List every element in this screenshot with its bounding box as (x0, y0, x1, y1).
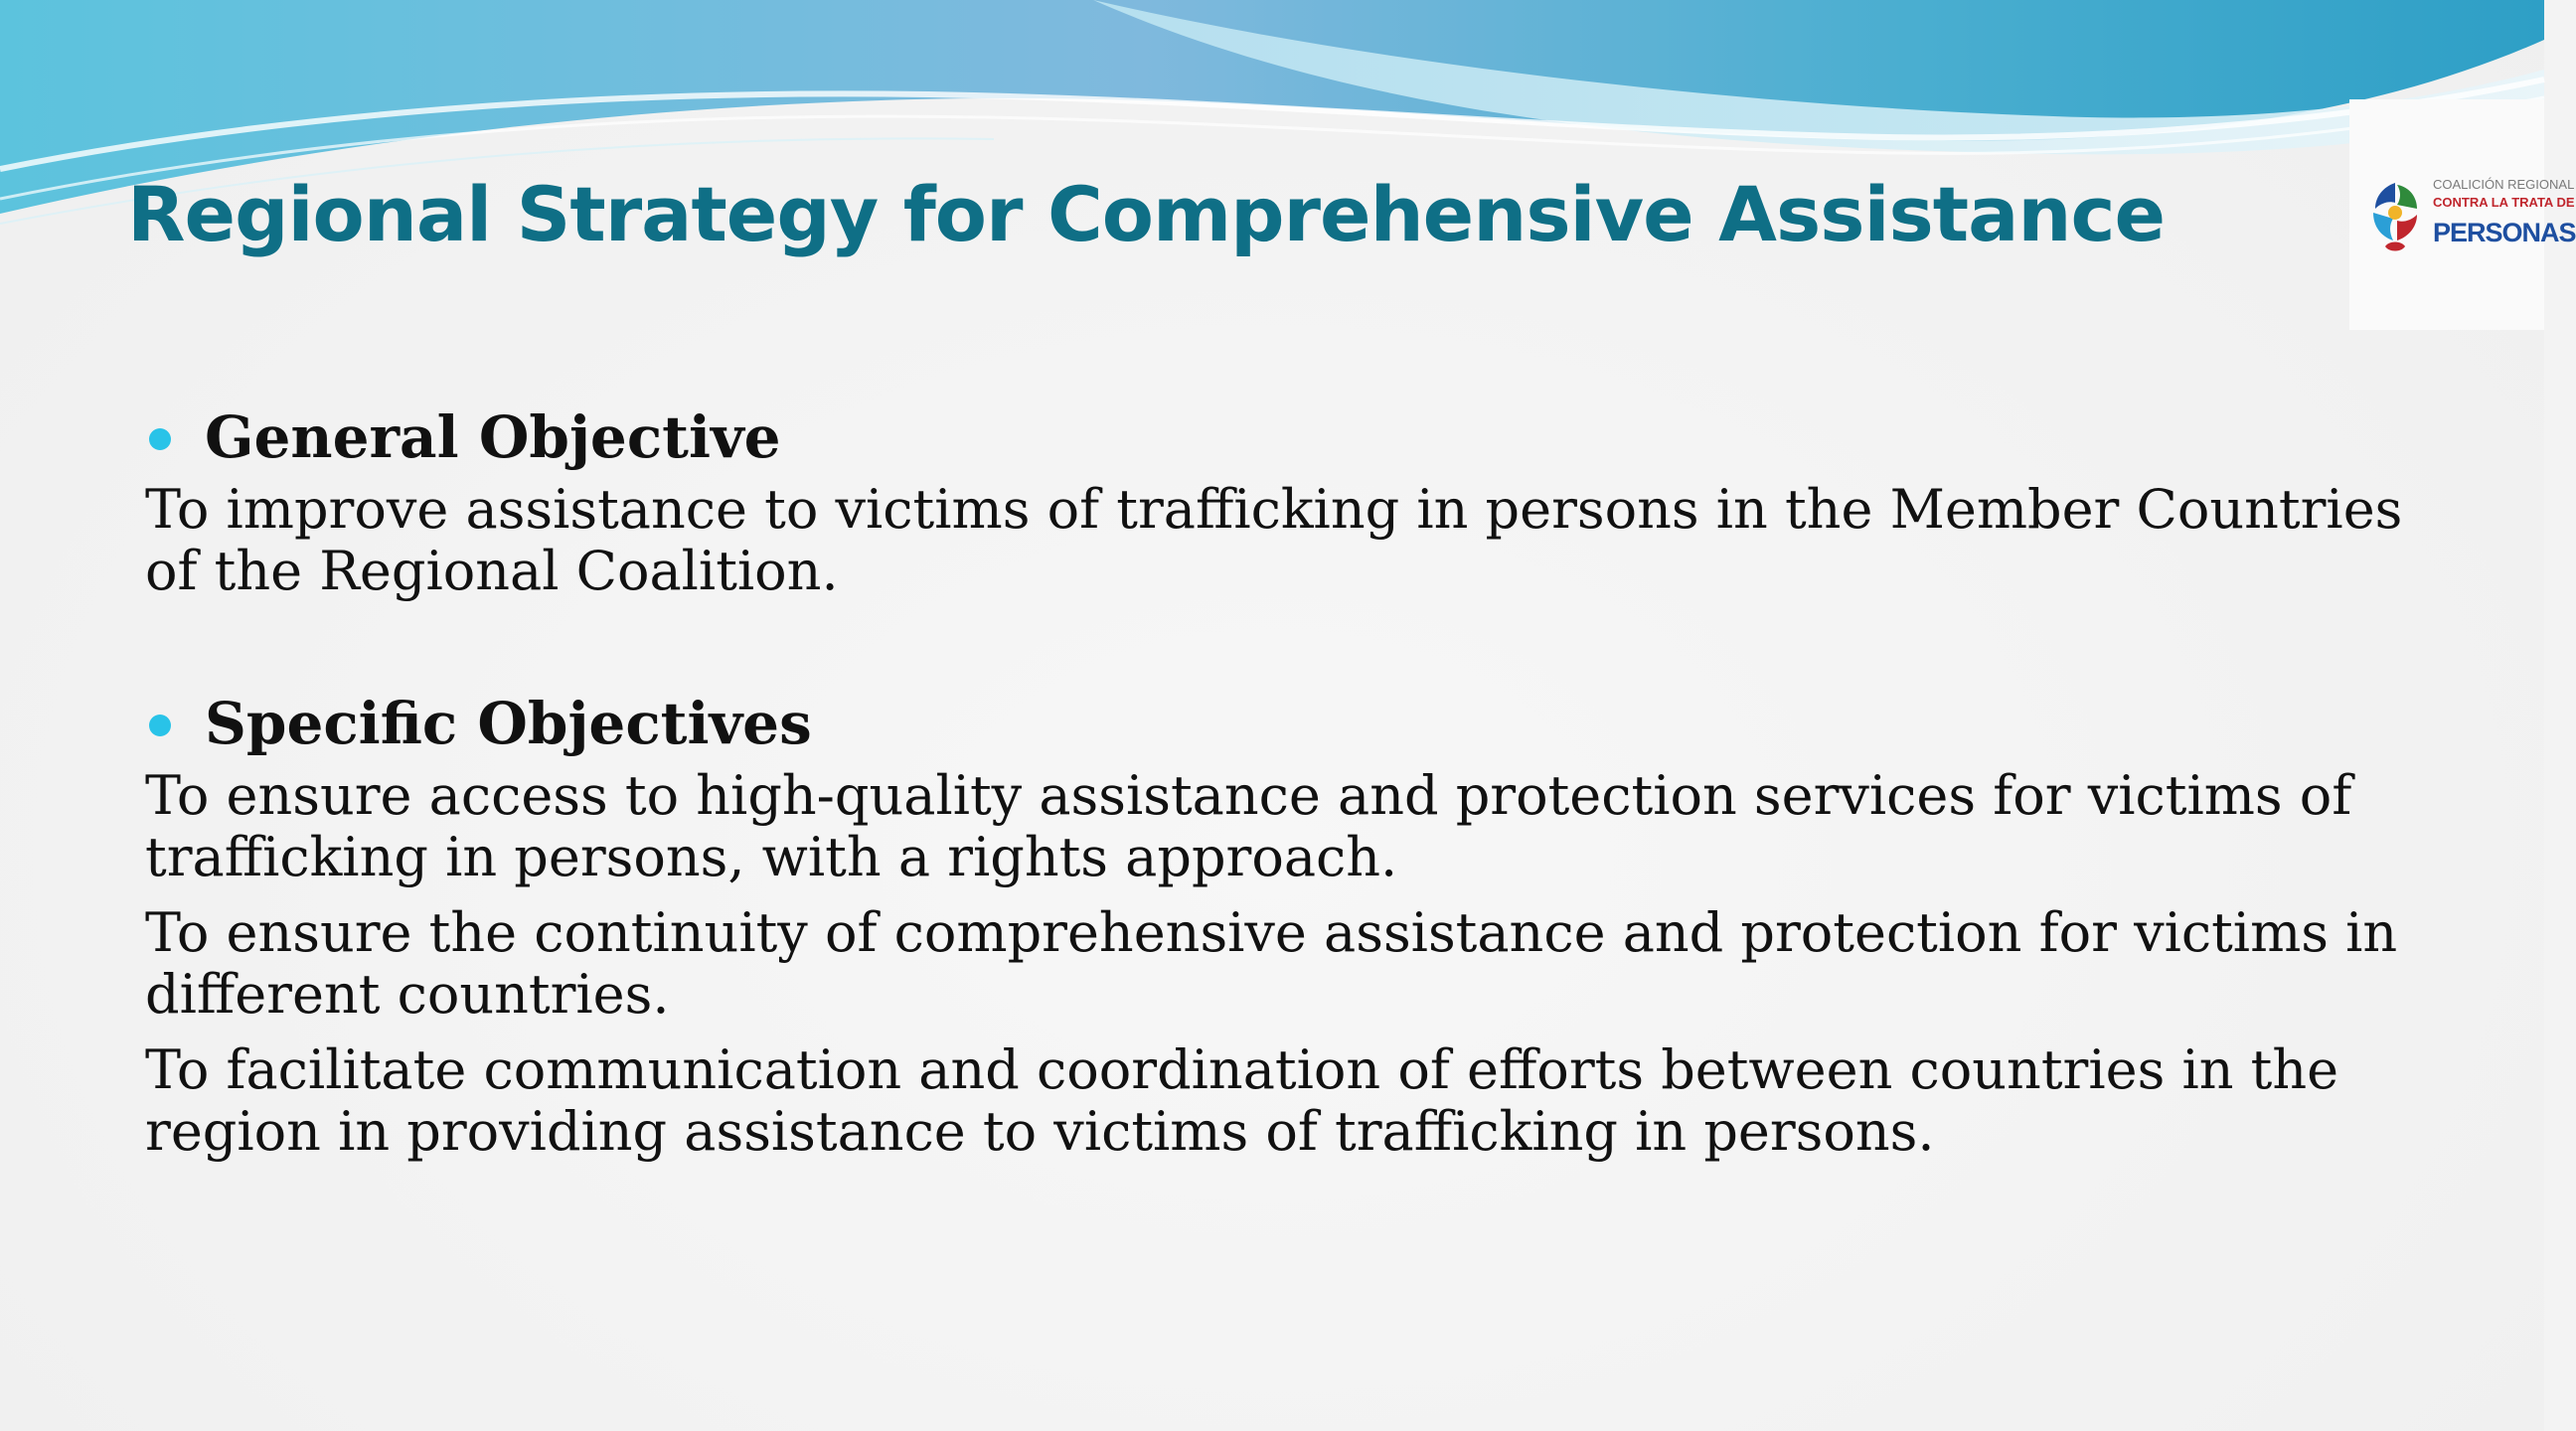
specific-objectives-heading: Specific Objectives (205, 690, 812, 757)
logo-text-line3: PERSONAS (2433, 218, 2576, 247)
specific-objective-3: To facilitate communication and coordination of efforts between countries in the region in providing assistance to victims of trafficking in persons. (145, 1038, 2339, 1163)
general-objective-heading: General Objective (205, 403, 781, 471)
specific-objectives-section (145, 682, 2431, 1163)
general-objective-section (145, 396, 2431, 602)
logo-emblem-icon (2365, 177, 2425, 256)
logo-text-line2: CONTRA LA TRATA DE (2433, 195, 2575, 210)
logo-text-line1: COALICIÓN REGIONAL (2433, 177, 2575, 192)
organization-logo (2349, 99, 2576, 330)
section-heading (145, 396, 2431, 479)
specific-objective-2: To ensure the continuity of comprehensive assistance and protection for victims in different countries. (145, 901, 2398, 1026)
section-heading (145, 682, 2431, 765)
specific-objective-1: To ensure access to high-quality assistance and protection services for victims of trafficking in persons, with a rights approach. (145, 764, 2352, 888)
bullet-icon (149, 715, 171, 736)
bullet-icon (149, 428, 171, 450)
general-objective-text: To improve assistance to victims of trafficking in persons in the Member Countries of the Regional Coalition. (145, 478, 2403, 602)
slide-title: Regional Strategy for Comprehensive Assistance (127, 170, 2166, 258)
slide-body (145, 396, 2431, 1163)
